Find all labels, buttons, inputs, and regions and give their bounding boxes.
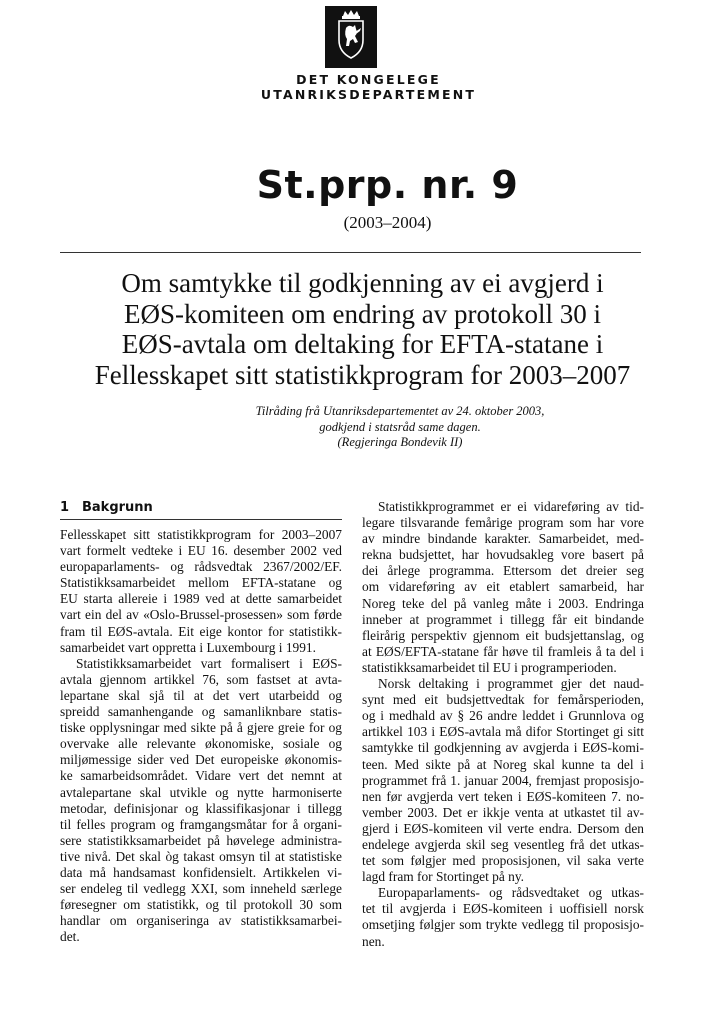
text-line: Statistikksamarbeidet mellom EFTA-statane og bbox=[60, 575, 342, 591]
title-divider bbox=[60, 252, 641, 253]
session-years: (2003–2004) bbox=[343, 213, 432, 232]
text-line: spreidd samanhengande og samanliknbare statis- bbox=[60, 704, 342, 720]
text-line: europaparlaments- og rådsvedtak 2367/2002/EF. bbox=[60, 559, 342, 575]
text-line: Statistikkprogrammet er ei vidareføring av tid- bbox=[378, 499, 644, 514]
text-line: og i medhald av § 26 andre leddet i Grunnlova og bbox=[362, 708, 644, 724]
main-title-line: Om samtykke til godkjenning av ei avgjerd i bbox=[121, 268, 604, 298]
text-line: teen. Med sikte på at Noreg skal kunne ta del i bbox=[362, 756, 644, 772]
text-line: vember 2003. Det er ikkje venta at utkastet til av- bbox=[362, 804, 644, 820]
text-line: føresegner om statistikk, og til protokoll 30 som bbox=[60, 897, 342, 913]
text-line: samarbeidet vart oppretta i Luxembourg i 1991. bbox=[60, 639, 316, 655]
text-line: overvake alle relevante økonomiske, sosiale og bbox=[60, 736, 342, 752]
text-line: nen før avgjerda vert teken i EØS-komiteen 7. no- bbox=[362, 788, 644, 804]
left-text-column bbox=[60, 527, 342, 945]
text-line: lagd fram for Stortinget på ny. bbox=[362, 869, 525, 885]
text-line: handlar om organiseringa av statistikksamarbei- bbox=[60, 913, 342, 929]
document-number: St.prp. nr. 9 bbox=[256, 163, 519, 207]
right-text-column bbox=[362, 499, 644, 950]
text-line: dei årlege programma. Ettersom det dreier seg bbox=[362, 563, 644, 579]
coat-of-arms-logo bbox=[325, 6, 377, 68]
text-line: ser endeleg til vedlegg XXI, som inneheld særlege bbox=[60, 881, 342, 897]
submission-note bbox=[150, 404, 650, 451]
text-line: om vidareføring av eit etablert samarbeid, har bbox=[362, 579, 644, 595]
text-line: metodar, definisjonar og klassifikasjonar i tillegg bbox=[60, 800, 342, 816]
text-line: inneber at programmet i tillegg får eit bindande bbox=[362, 611, 644, 627]
text-line: Noreg teke del på vanleg måte i 2003. Endringa bbox=[362, 595, 644, 611]
text-line: det. bbox=[60, 929, 80, 945]
text-line: synt med eit budsjettvedtak for femårsperioden, bbox=[362, 692, 644, 708]
main-title-line: Fellesskapet sitt statistikkprogram for 2003–2007 bbox=[94, 359, 631, 390]
text-line: sere statistikksamarbeidet på høvelege administra- bbox=[60, 832, 342, 848]
ministry-name-line-2: UTANRIKSDEPARTEMENT bbox=[260, 87, 477, 102]
main-title-line: EØS-avtala om deltaking for EFTA-statane i bbox=[121, 329, 604, 359]
text-line: til felles program og framgangsmåtar for å organi- bbox=[60, 816, 342, 832]
section-title: Bakgrunn bbox=[82, 500, 153, 515]
submission-line: (Regjeringa Bondevik II) bbox=[337, 435, 463, 449]
text-line: avtalepartane skal utvikle og nytte harmoniserte bbox=[60, 784, 342, 800]
text-line: miljømessige sider ved Det europeiske økonomis- bbox=[60, 752, 342, 768]
text-line: fleirårig perspektiv gjennom eit budsjettanslag, og bbox=[362, 627, 644, 643]
ministry-name-line-1: DET KONGELEGE bbox=[296, 72, 441, 87]
main-title-line: EØS-komiteen om endring av protokoll 30 i bbox=[124, 298, 601, 329]
text-line: tiske opplysningar med sikte på å gjere greie for og bbox=[60, 720, 342, 736]
text-line: av mindre bindande karakter. Samarbeidet, med- bbox=[362, 531, 644, 547]
submission-line: Tilråding frå Utanriksdepartementet av 24. oktober 2003, bbox=[255, 404, 545, 418]
section-heading bbox=[60, 500, 342, 515]
text-line: Europaparlaments- og rådsvedtaket og utkas- bbox=[378, 885, 644, 901]
text-line: samtykke til godkjenning av avgjerda i EØS-komi- bbox=[362, 740, 644, 756]
submission-line: godkjend i statsråd same dagen. bbox=[319, 419, 481, 434]
text-line: programmet frå 1. januar 2004, fremjast proposisjo- bbox=[362, 772, 644, 788]
text-line: fram til EØS-avtala. Eit eige kontor for statistikk- bbox=[60, 623, 342, 639]
text-line: vart formelt vedteke i EU 16. desember 2002 ved bbox=[60, 543, 342, 559]
section-heading-rule bbox=[60, 519, 342, 520]
text-line: Norsk deltaking i programmet gjer det naud- bbox=[378, 676, 644, 692]
text-line: omsetjing følgjer som trykte vedlegg til proposisjo- bbox=[362, 917, 644, 933]
text-line: gjerd i EØS-komiteen vil verte endra. Dersom den bbox=[362, 820, 644, 836]
norwegian-lion-icon bbox=[325, 6, 377, 68]
text-line: artikkel 103 i EØS-avtala må difor Stortinget gi sitt bbox=[362, 724, 644, 740]
text-line: statistikksamarbeidet til EU i programperioden. bbox=[362, 659, 617, 675]
text-line: legare tilsvarande femårige program som har vore bbox=[362, 515, 644, 531]
text-line: lepartane skal sjå til at det vert utarbeidd og bbox=[60, 687, 342, 703]
text-line: at EØS/EFTA-statane får høve til framleis å ta del i bbox=[362, 643, 644, 659]
text-line: tet som følgjer med proposisjonen, vil saka verte bbox=[362, 853, 644, 869]
text-line: vart ein del av «Oslo-Brussel-prosessen» som førde bbox=[60, 607, 342, 623]
text-line: avtala gjennom artikkel 76, som fastset at avta- bbox=[60, 671, 342, 687]
main-title bbox=[40, 268, 685, 390]
text-line: tive nivå. Det skal òg takast omsyn til at statistiske bbox=[60, 848, 342, 864]
text-line: tet til avgjerda i EØS-komiteen i uoffisiell norsk bbox=[362, 901, 644, 917]
text-line: endelege avgjerda skil seg vesentleg frå det utkas- bbox=[362, 836, 644, 852]
text-line: data må handsamast konfidensielt. Artikkelen vi- bbox=[60, 864, 342, 880]
section-number: 1 bbox=[60, 500, 70, 515]
text-line: ke samarbeidsområdet. Vidare vert det nemnt at bbox=[60, 768, 342, 784]
text-line: Statistikksamarbeidet vart formalisert i EØS- bbox=[76, 655, 342, 671]
text-line: rekna budsjettet, har hovudsakleg vore basert på bbox=[362, 547, 644, 563]
text-line: EU starta allereie i 1989 ved at dette samarbeidet bbox=[60, 591, 342, 607]
text-line: nen. bbox=[362, 933, 385, 949]
text-line: Fellesskapet sitt statistikkprogram for 2003–2007 bbox=[60, 527, 342, 542]
